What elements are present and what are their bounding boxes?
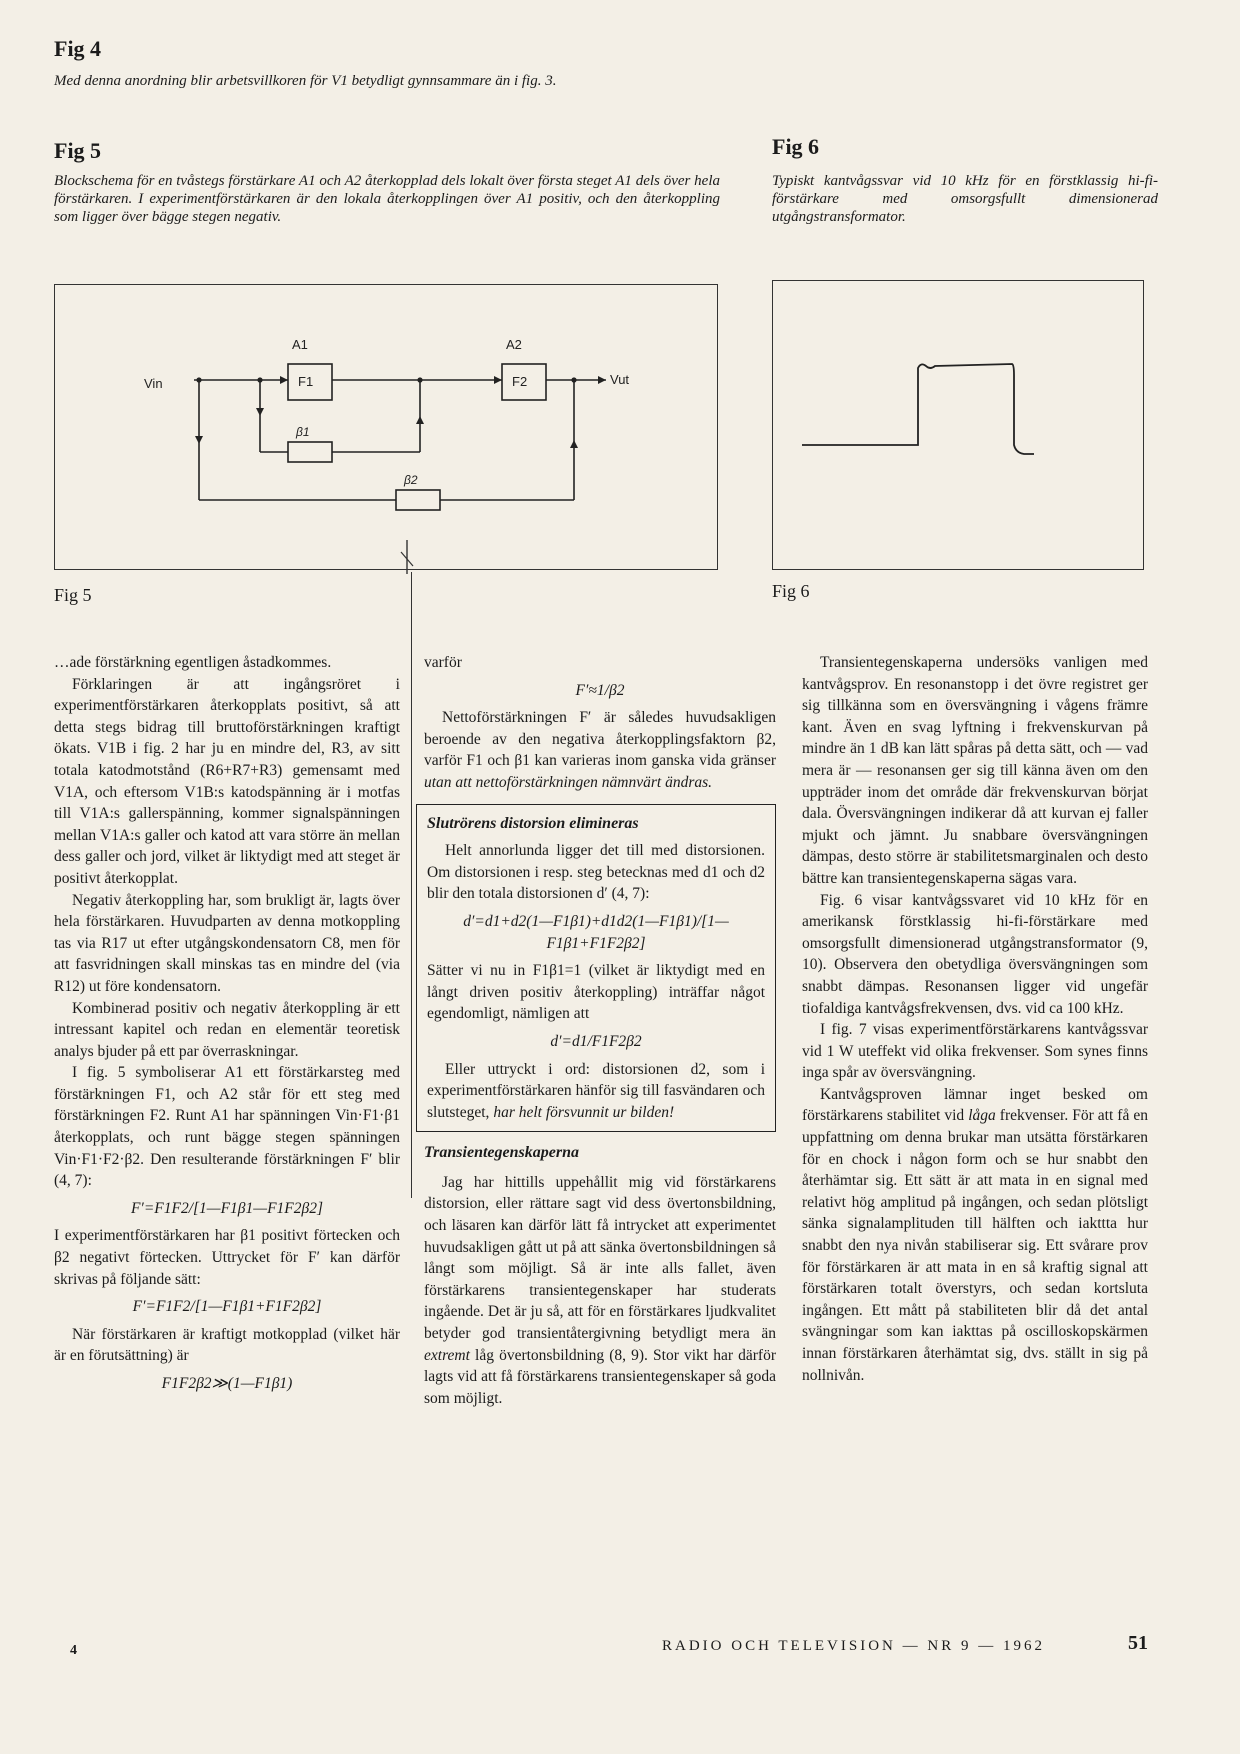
sidebar-eq2: d′=d1/F1F2β2 [550, 1032, 642, 1050]
label-a2: A2 [506, 337, 522, 352]
col1-p5: I fig. 5 symboliserar A1 ett förstärkarsteg med förstärkningen F1, och A2 står för ett steg med förstärkningen F2. Runt A1 har spänningen Vin·F1·β1 återkopplats, och runt bägge stegen spänningen Vin·F1·F2·β2. Den resulterande förstärkningen F′ blir (4, 7): [54, 1064, 400, 1190]
label-a1: A1 [292, 337, 308, 352]
footer-journal: RADIO OCH TELEVISION — NR 9 — 1962 [662, 1638, 1045, 1654]
col1-p7: När förstärkaren är kraftigt motkopplad (vilket här är en förutsättning) är [54, 1325, 400, 1365]
fig4-caption: Med denna anordning blir arbetsvillkoren för V1 betydligt gynnsammare än i fig. 3. [54, 73, 557, 89]
label-beta1: β1 [296, 425, 310, 439]
sidebar-p3b: har helt försvunnit ur bilden! [493, 1103, 675, 1121]
column-2 [424, 652, 776, 1409]
col1-p3: Negativ återkoppling har, som brukligt är, lagts över hela förstärkaren. Huvudparten av denna motkoppling tas via R17 ut efter utgångskondensatorn C8, men för att fasvridningen skall minskas tas en mindre del (via R12) ut före kondensatorn. [54, 891, 400, 995]
scan-mark [392, 536, 422, 576]
column-3 [802, 652, 1148, 1386]
col1-p1: …ade förstärkning egentligen åstadkommes. [54, 654, 332, 671]
fig6-squarewave-trace [772, 280, 1144, 570]
column-1 [54, 652, 400, 1401]
col2-eq1: F′≈1/β2 [575, 681, 625, 699]
col3-p4b: låga [968, 1107, 996, 1125]
label-vut: Vut [610, 372, 630, 387]
sidebar-eq1: d′=d1+d2(1—F1β1)+d1d2(1—F1β1)/[1—F1β1+F1F2β2] [463, 912, 729, 952]
fig6-heading: Fig 6 [772, 134, 820, 159]
col2-p2b: utan att nettoförstärkningen nämnvärt ändras. [424, 773, 713, 791]
footer-left-number: 4 [70, 1643, 77, 1658]
col1-p4: Kombinerad positiv och negativ återkoppling är ett intressant kapitel och redan en elementär teoretisk analys bjuder på ett par överraskningar. [54, 999, 400, 1060]
col1-p6: I experimentförstärkaren har β1 positivt förtecken och β2 negativt förtecken. Uttrycket för F′ kan därför skrivas på följande sätt: [54, 1227, 400, 1288]
label-f2: F2 [512, 374, 528, 389]
col2-p1: varför [424, 654, 462, 671]
fig6-caption: Typiskt kantvågssvar vid 10 kHz för en förstklassig hi-fi-förstärkare med omsorgsfullt dimensionerad utgångstransformator. [772, 173, 1158, 225]
label-beta2: β2 [404, 473, 418, 487]
col2-p2a: Nettoförstärkningen F′ är således huvudsakligen beroende av den negativa återkopplingsfaktorn β2, varför F1 och β1 kan varieras inom ganska vida gränser [424, 709, 776, 770]
col1-eq2: F′=F1F2/[1—F1β1+F1F2β2] [132, 1298, 322, 1316]
fig5-label-bottom: Fig 5 [54, 585, 92, 605]
fig6-label-bottom: Fig 6 [772, 581, 810, 601]
col1-eq1: F′=F1F2/[1—F1β1—F1F2β2] [130, 1199, 324, 1217]
col1-p2: Förklaringen är att ingångsröret i experimentförstärkaren återkopplats positivt, så att detta stegs bidrag till bruttoförstärkningen kraftigt ökats. V1B i fig. 2 har ju en mindre del, R3, av sitt totala katodmotstånd (R6+R7+R3) gemensamt med V1A, och eftersom V1B:s katodspänning är i motfas till V1A:s gallerspänning, kommer signalspänningen mellan V1A:s galler och katod att vara större än mellan dess galler och jord, vilket är liktydigt med att steget är positivt återkopplat. [54, 675, 400, 887]
fig4-heading: Fig 4 [54, 36, 102, 61]
col1-eq3: F1F2β2≫(1—F1β1) [161, 1375, 293, 1392]
page-number: 51 [1128, 1632, 1148, 1654]
sub-heading-transient: Transientegenskaperna [424, 1144, 579, 1162]
fig5-heading: Fig 5 [54, 138, 102, 163]
label-vin: Vin [144, 376, 163, 391]
col3-p1: Transientegenskaperna undersöks vanligen med kantvågsprov. En resonanstopp i det övre registret ger sig tillkänna som en översvängning i vågens främre kant. Även en svag lyftning i frekvenskurvan på mindre än 1 dB kan lätt spåras på detta sätt, och — vad mera är — resonansen ger sig till känna även om den uppträder inom det område där frekvenskurvan börjat dala. Översvängningen indikerar då att kurvan ej faller mjukt och jämnt. Ju snabbare översvängningen dämpas, desto större är stabilitetsmarginalen och desto bättre kan transientegenskaperna sägas vara. [802, 654, 1148, 887]
column-divider [411, 572, 412, 1198]
col3-p2: Fig. 6 visar kantvågssvaret vid 10 kHz för en amerikansk förstklassig hi-fi-förstärkare med omsorgsfullt dimensionerad utgångstransformator (9, 10). Observera den obetydliga översvängningen som snabbt dämpas. Resonansen ligger vid ungefär tiofaldiga kantvågsfrekvensen, dvs. vid ca 100 kHz. [802, 891, 1148, 1017]
sidebar-p3a: Eller uttryckt i ord: distorsionen d2, som i experimentförstärkaren hänför sig till fasvändaren och slutsteget, [427, 1060, 765, 1121]
fig5-block-diagram [54, 284, 718, 570]
label-f1: F1 [298, 374, 314, 389]
sidebar-heading: Slutrörens distorsion elimineras [427, 814, 639, 832]
sidebar-p2: Sätter vi nu in F1β1=1 (vilket är liktydigt med en långt driven positiv återkoppling) inträffar något egendomligt, nämligen att [427, 962, 765, 1023]
col3-p4a: Kantvågsproven lämnar inget besked om förstärkarens stabilitet vid [802, 1085, 1148, 1125]
sidebar-box [416, 804, 776, 1133]
fig5-caption: Blockschema för en tvåstegs förstärkare A1 och A2 återkopplad dels lokalt över första steget A1 dels över hela förstärkaren. I experimentförstärkaren är den lokala återkopplingen över A1 positiv, och den återkoppling som ligger över bägge stegen negativ. [54, 173, 720, 225]
col3-p3: I fig. 7 visas experimentförstärkarens kantvågssvar vid 1 W uteffekt vid olika frekvenser. Som synes finns inga spår av översvängning. [802, 1021, 1148, 1082]
col2-p3a: Jag har hittills uppehållit mig vid förstärkarens distorsion, eller rättare sagt vid dess övertonsbildning, och läsaren kan därför lätt få intrycket att experimentet huvudsakligen gått ut på att sänka övertonsbildningen så långt som möjligt. Så är inte alls fallet, även förstärkarens transientegenskaper har studerats ingående. Det är ju så, att för en förstärkares ljudkvalitet betyder god transientåtergivning betydligt mera än [424, 1173, 776, 1343]
col2-p3b: extremt [424, 1346, 470, 1364]
col2-p3c: låg övertonsbildning (8, 9). Stor vikt har därför lagts vid att få förstärkarens transientegenskaper så goda som möjligt. [424, 1346, 776, 1407]
col3-p4c: frekvenser. För att få en uppfattning om denna brukar man utsätta förstärkaren för en chock i någon form och se hur snabbt den återhämtar sig. Ett sätt är att mata in en signal med relativt hög amplitud på ingången, och sedan plötsligt sänka signalamplituden till hälften och iakttta hur snabbt den nya nivån stabiliserar sig. Ett svårare prov för förstärkaren är att mata in en så kraftig signal att förstärkaren totalt överstyrs, och sedan kortsluta ingången. Ett mått på stabiliteten blir då det antal svängningar som kan iakttas på oscilloskopskärmen innan förstärkaren återhämtat sig, dvs. ställt in sig på nollnivån. [802, 1107, 1149, 1384]
sidebar-p1: Helt annorlunda ligger det till med distorsionen. Om distorsionen i resp. steg betecknas med d1 och d2 blir den totala distorsionen d′ (4, 7): [427, 842, 765, 903]
